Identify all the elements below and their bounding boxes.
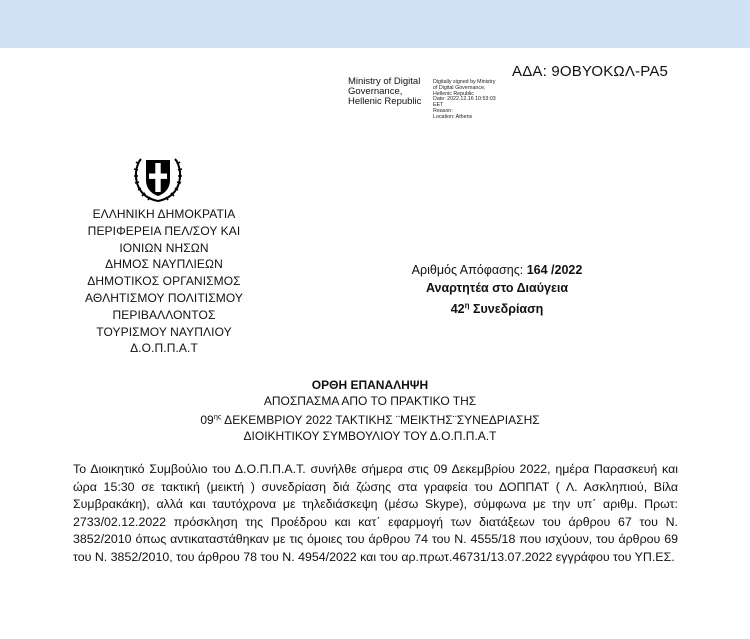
title-line-2: ΑΠΟΣΠΑΣΜΑ ΑΠΟ ΤΟ ΠΡΑΚΤΙΚΟ ΤΗΣ — [263, 393, 477, 408]
decision-number-label: Αριθμός Απόφασης: — [411, 263, 527, 277]
decision-info — [372, 262, 622, 319]
title-line-1: ΟΡΘΗ ΕΠΑΝΑΛΗΨΗ — [311, 378, 429, 392]
document-title — [90, 378, 650, 444]
signature-detail: Digitally signed by Ministry of Digital Governance, Hellenic Republic Date: 2022.12.16 10:53:03 EET Reason: Location: Athens — [433, 79, 496, 120]
title-line-4: ΔΙΟΙΚΗΤΙΚΟΥ ΣΥΜΒΟΥΛΙΟΥ ΤΟΥ Δ.Ο.Π.Π.Α.Τ — [243, 428, 497, 443]
title-line-3: $09^{\eta\varsigma}$ ΔΕΚΕΜΒΡΙΟΥ 2022 ΤΑΚΤΙΚΗΣ ¨ΜΕΙΚΤΗΣ¨ΣΥΝΕΔΡΙΑΣΗΣ — [200, 412, 540, 428]
top-band — [0, 0, 750, 48]
body-paragraph: Το Διοικητικό Συμβούλιο του Δ.Ο.Π.Π.Α.Τ. συνήλθε σήμερα στις 09 Δεκεμβρίου 2022, ημέρα Παρασκευή και ώρα 15:30 σε τακτική (μεικτή ) συνεδρίαση διά ζώσης στα γραφεία του ΔΟΠΠΑΤ ( Λ. Ασκληπιού, Βίλα Συμβρακάκη), αλλά και ταυτόχρονα με τηλεδιάσκεψη (μέσω Skype), σύμφωνα με την υπ΄ αριθμ. Πρωτ: 2733/02.12.2022 πρόσκληση της Προέδρου και κατ΄ εφαρμογή των διατάξεων του άρθρου 67 του Ν. 3852/2010 όπως αντικαταστάθηκαν με τις όμοιες του άρθρου 74 του Ν. 4555/18 που ισχύουν, του άρθρου 69 του Ν. 3852/2010, του άρθρου 78 του Ν. 4954/2022 και του αρ.πρωτ.46731/13.07.2022 εγγράφου του ΥΠ.ΕΣ. — [73, 462, 678, 564]
publish-note: Αναρτητέα στο Διαύγεια — [425, 280, 569, 295]
hellenic-emblem-icon — [130, 152, 186, 204]
session-number: $42^\eta$ Συνεδρίαση — [450, 301, 544, 317]
decision-number: 164 /2022 — [526, 263, 583, 277]
issuer-block: ΕΛΛΗΝΙΚΗ ΔΗΜΟΚΡΑΤΙΑ ΠΕΡΙΦΕΡΕΙΑ ΠΕΛ/ΣΟΥ ΚΑΙ ΙΟΝΙΩΝ ΝΗΣΩΝ ΔΗΜΟΣ ΝΑΥΠΛΙΕΩΝ ΔΗΜΟΤΙΚΟΣ ΟΡΓΑΝΙΣΜΟΣ ΑΘΛΗΤΙΣΜΟΥ ΠΟΛΙΤΙΣΜΟΥ ΠΕΡΙΒΑΛΛΟΝΤΟΣ ΤΟΥΡΙΣΜΟΥ ΝΑΥΠΛΙΟΥ Δ.Ο.Π.Π.Α.Τ — [85, 207, 243, 356]
ada-code: ΑΔΑ: 9ΟΒΥΟΚΩΛ-ΡΑ5 — [512, 63, 669, 80]
signature-name: Ministry of Digital Governance, Hellenic Republic — [348, 76, 422, 107]
